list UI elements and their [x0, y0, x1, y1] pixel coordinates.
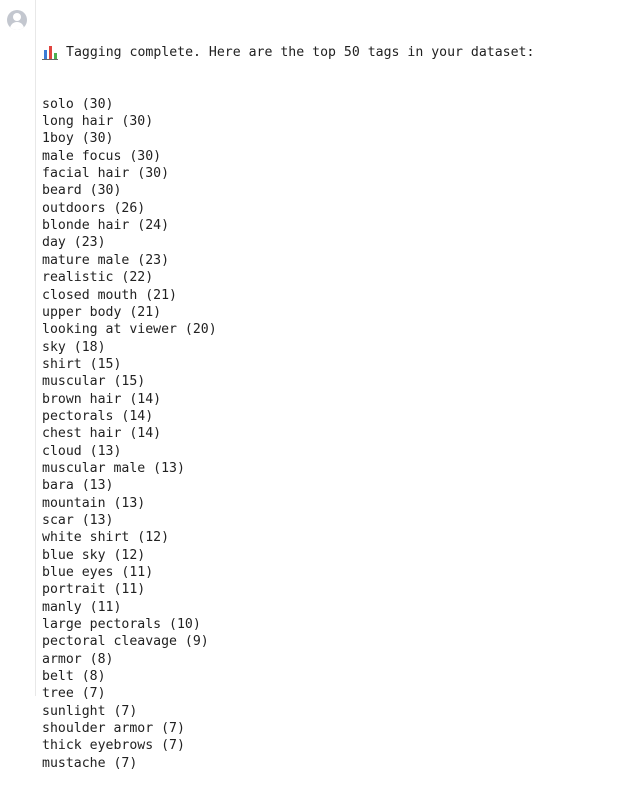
- tag-line: blonde hair (24): [42, 218, 170, 234]
- tag-line: sunlight (7): [42, 703, 138, 719]
- tag-line: 1boy (30): [42, 131, 114, 147]
- tag-line: blue eyes (11): [42, 565, 154, 580]
- tag-line: manly (11): [42, 599, 122, 615]
- tag-line: outdoors (26): [42, 200, 146, 216]
- tag-line: realistic (22): [42, 270, 154, 286]
- cell-output: [42, 9, 639, 789]
- tag-line: scar (13): [42, 512, 114, 528]
- tag-line: belt (8): [42, 669, 106, 685]
- output-header: [42, 44, 639, 61]
- avatar-icon: [7, 10, 27, 30]
- tag-line: solo (30): [42, 96, 114, 112]
- tag-line: blue sky (12): [42, 547, 146, 563]
- tag-list: [42, 96, 639, 772]
- tag-line: sky (18): [42, 339, 106, 355]
- tag-line: tree (7): [42, 686, 106, 702]
- tag-line: looking at viewer (20): [42, 322, 217, 338]
- tag-line: portrait (11): [42, 582, 146, 598]
- tag-line: facial hair (30): [42, 166, 170, 182]
- output-gutter-divider: [35, 0, 36, 696]
- tag-line: mature male (23): [42, 252, 170, 268]
- tag-line: brown hair (14): [42, 391, 162, 407]
- tag-line: muscular male (13): [42, 460, 185, 476]
- tag-line: shirt (15): [42, 356, 122, 372]
- tag-line: chest hair (14): [42, 426, 162, 442]
- bar-chart-icon: [42, 45, 58, 60]
- tag-line: pectorals (14): [42, 408, 154, 424]
- tag-line: armor (8): [42, 651, 114, 667]
- tag-line: day (23): [42, 235, 106, 251]
- tag-line: large pectorals (10): [42, 617, 201, 633]
- tag-line: mountain (13): [42, 495, 146, 511]
- tag-line: male focus (30): [42, 148, 162, 164]
- tag-line: long hair (30): [42, 114, 154, 130]
- tag-line: bara (13): [42, 478, 114, 494]
- tag-line: closed mouth (21): [42, 287, 177, 303]
- tag-line: mustache (7): [42, 755, 138, 771]
- tag-line: muscular (15): [42, 374, 146, 390]
- output-header-text: Tagging complete. Here are the top 50 tags in your dataset:: [66, 44, 535, 60]
- tag-line: thick eyebrows (7): [42, 738, 185, 754]
- tag-line: shoulder armor (7): [42, 721, 185, 737]
- tag-line: upper body (21): [42, 304, 162, 320]
- tag-line: pectoral cleavage (9): [42, 634, 209, 650]
- tag-line: cloud (13): [42, 443, 122, 459]
- tag-line: white shirt (12): [42, 530, 170, 546]
- tag-line: beard (30): [42, 183, 122, 199]
